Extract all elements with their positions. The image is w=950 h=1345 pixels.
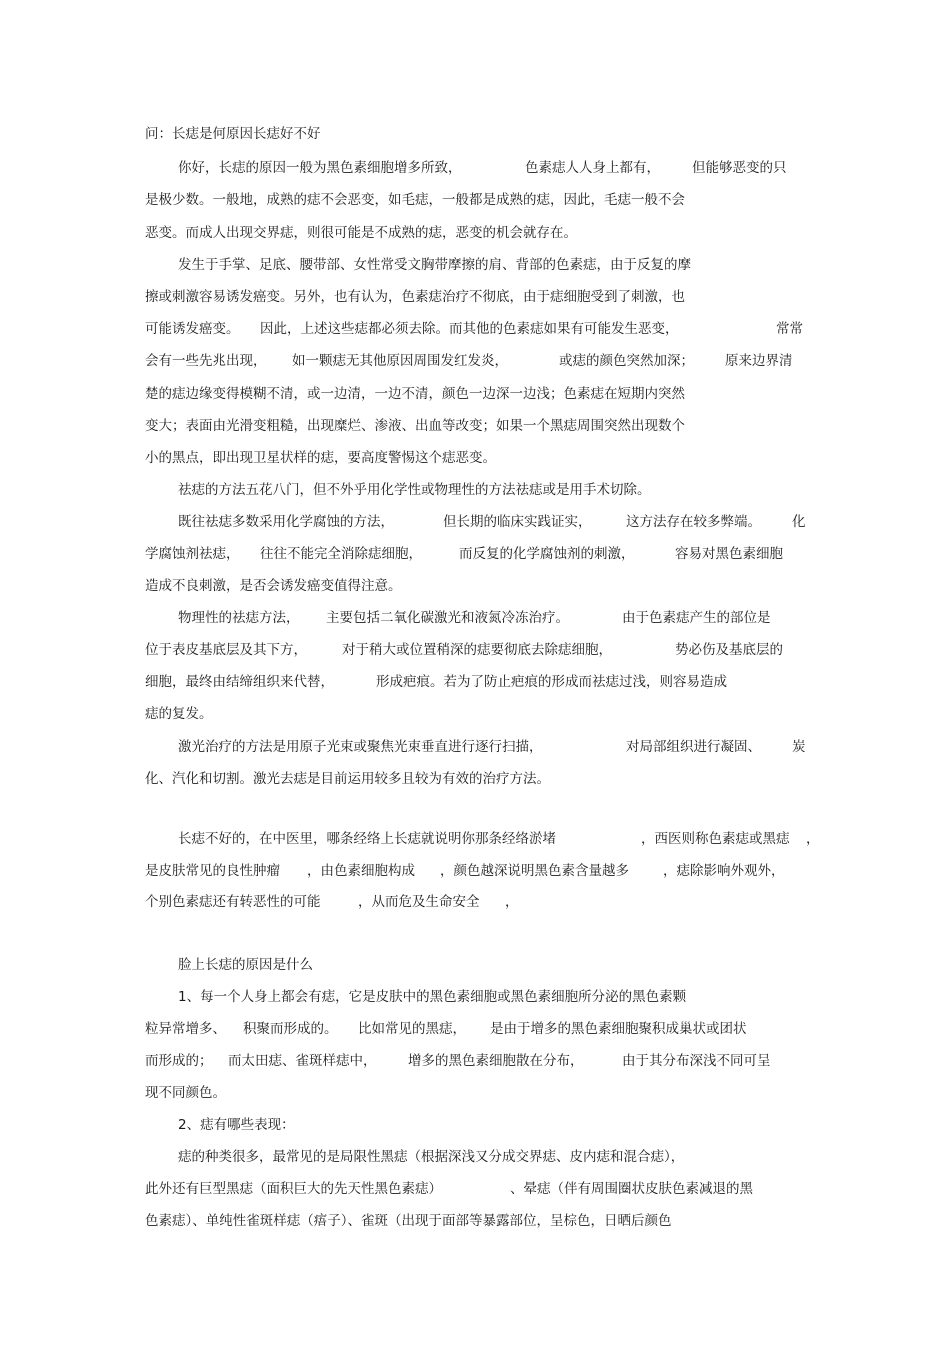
text-segment: 既往祛痣多数采用化学腐蚀的方法， xyxy=(178,514,394,530)
paragraph-line xyxy=(0,1210,950,1232)
paragraph-line xyxy=(0,1082,950,1104)
text-segment: 可能诱发癌变。 xyxy=(145,321,240,337)
paragraph-line xyxy=(0,254,950,276)
text-segment: ， xyxy=(505,894,519,910)
text-segment: 炭 xyxy=(792,739,806,755)
text-segment: ， xyxy=(806,831,820,847)
text-segment: 问：长痣是何原因长痣好不好 xyxy=(145,126,321,142)
text-segment: 或痣的颜色突然加深； xyxy=(559,353,694,369)
text-segment: 色素痣人人身上都有， xyxy=(525,160,660,176)
paragraph-line xyxy=(0,1178,950,1200)
text-segment: 积聚而形成的。 xyxy=(243,1021,338,1037)
paragraph-line xyxy=(0,350,950,372)
text-segment: 1、每一个人身上都会有痣，它是皮肤中的黑色素细胞或黑色素细胞所分泌的黑色素颗 xyxy=(178,989,687,1005)
text-segment: 但长期的临床实践证实， xyxy=(443,514,592,530)
text-segment: 激光治疗的方法是用原子光束或聚焦光束垂直进行逐行扫描， xyxy=(178,739,543,755)
text-segment: 痣的种类很多，最常见的是局限性黑痣（根据深浅又分成交界痣、皮内痣和混合痣）， xyxy=(178,1149,685,1165)
paragraph-line xyxy=(0,768,950,790)
paragraph-line xyxy=(0,1018,950,1040)
text-segment: 小的黑点，即出现卫星状样的痣，要高度警惕这个痣恶变。 xyxy=(145,450,496,466)
text-segment: 此外还有巨型黑痣（面积巨大的先天性黑色素痣） xyxy=(145,1181,442,1197)
text-segment: 增多的黑色素细胞散在分布， xyxy=(408,1053,584,1069)
text-segment: 对于稍大或位置稍深的痣要彻底去除痣细胞， xyxy=(342,642,612,658)
paragraph-line xyxy=(0,703,950,725)
text-segment: 、晕痣（伴有周围圈状皮肤色素减退的黑 xyxy=(510,1181,753,1197)
paragraph-line xyxy=(0,222,950,244)
text-segment: 如一颗痣无其他原因周围发红发炎， xyxy=(292,353,508,369)
paragraph-line xyxy=(0,575,950,597)
text-segment: 容易对黑色素细胞 xyxy=(675,546,783,562)
text-segment: 擦或刺激容易诱发癌变。另外，也有认为，色素痣治疗不彻底，由于痣细胞受到了刺激，也 xyxy=(145,289,685,305)
text-segment: 原来边界清 xyxy=(725,353,793,369)
text-segment: 细胞，最终由结缔组织来代替， xyxy=(145,674,334,690)
text-segment: 长痣不好的，在中医里，哪条经络上长痣就说明你那条经络淤堵 xyxy=(178,831,556,847)
text-segment: 2、痣有哪些表现： xyxy=(178,1117,295,1133)
text-segment: ，颜色越深说明黑色素含量越多 xyxy=(440,863,629,879)
text-segment: 是皮肤常见的良性肿瘤 xyxy=(145,863,280,879)
text-segment: 变大；表面由光滑变粗糙，出现糜烂、渗液、出血等改变；如果一个黑痣周围突然出现数个 xyxy=(145,418,685,434)
text-segment: ，由色素细胞构成 xyxy=(307,863,415,879)
text-segment: 现不同颜色。 xyxy=(145,1085,226,1101)
paragraph-line xyxy=(0,543,950,565)
paragraph-line xyxy=(0,479,950,501)
text-segment: 恶变。而成人出现交界痣，则很可能是不成熟的痣，恶变的机会就存在。 xyxy=(145,225,577,241)
text-segment: 祛痣的方法五花八门，但不外乎用化学性或物理性的方法祛痣或是用手术切除。 xyxy=(178,482,651,498)
paragraph-line xyxy=(0,860,950,882)
text-segment: 位于表皮基底层及其下方， xyxy=(145,642,307,658)
text-segment: 色素痣）、单纯性雀斑样痣（痦子）、雀斑（出现于面部等暴露部位，呈棕色，日晒后颜色 xyxy=(145,1213,672,1229)
paragraph-line xyxy=(0,736,950,758)
text-segment: ，痣除影响外观外， xyxy=(663,863,785,879)
text-segment: 对局部组织进行凝固、 xyxy=(626,739,761,755)
section-heading xyxy=(0,954,950,976)
question-heading xyxy=(0,123,950,145)
text-segment: 比如常见的黑痣， xyxy=(358,1021,466,1037)
text-segment: 学腐蚀剂祛痣， xyxy=(145,546,240,562)
text-segment: 个别色素痣还有转恶性的可能 xyxy=(145,894,321,910)
text-segment: 化 xyxy=(792,514,806,530)
paragraph-line xyxy=(0,318,950,340)
text-segment: 但能够恶变的只 xyxy=(692,160,787,176)
text-segment: 会有一些先兆出现， xyxy=(145,353,267,369)
text-segment: 由于其分布深浅不同可呈 xyxy=(622,1053,771,1069)
paragraph-line xyxy=(0,671,950,693)
paragraph-line xyxy=(0,189,950,211)
paragraph-line xyxy=(0,447,950,469)
paragraph-line xyxy=(0,383,950,405)
text-segment: ，从而危及生命安全 xyxy=(358,894,480,910)
paragraph-line xyxy=(0,891,950,913)
paragraph-line xyxy=(0,1050,950,1072)
paragraph-line xyxy=(0,415,950,437)
paragraph-line xyxy=(0,986,950,1008)
text-segment: 这方法存在较多弊端。 xyxy=(626,514,761,530)
text-segment: 粒异常增多、 xyxy=(145,1021,226,1037)
text-segment: 势必伤及基底层的 xyxy=(675,642,783,658)
text-segment: 因此，上述这些痣都必须去除。而其他的色素痣如果有可能发生恶变， xyxy=(260,321,679,337)
text-segment: 是极少数。一般地，成熟的痣不会恶变，如毛痣，一般都是成熟的痣，因此，毛痣一般不会 xyxy=(145,192,685,208)
paragraph-line xyxy=(0,157,950,179)
text-segment: 往往不能完全消除痣细胞， xyxy=(260,546,422,562)
text-segment: 而形成的； xyxy=(145,1053,213,1069)
text-segment: 而太田痣、雀斑样痣中， xyxy=(228,1053,377,1069)
text-segment: 由于色素痣产生的部位是 xyxy=(622,610,771,626)
text-segment: 楚的痣边缘变得模糊不清，或一边清，一边不清，颜色一边深一边浅；色素痣在短期内突然 xyxy=(145,386,685,402)
paragraph-line xyxy=(0,639,950,661)
text-segment: 痣的复发。 xyxy=(145,706,213,722)
text-segment: 而反复的化学腐蚀剂的刺激， xyxy=(459,546,635,562)
text-segment: 形成疤痕。若为了防止疤痕的形成而祛痣过浅，则容易造成 xyxy=(376,674,727,690)
text-segment: 造成不良刺激，是否会诱发癌变值得注意。 xyxy=(145,578,402,594)
paragraph-line xyxy=(0,1146,950,1168)
text-segment: 脸上长痣的原因是什么 xyxy=(178,957,313,973)
text-segment: 主要包括二氧化碳激光和液氮冷冻治疗。 xyxy=(326,610,569,626)
text-segment: 你好，长痣的原因一般为黑色素细胞增多所致， xyxy=(178,160,462,176)
text-segment: 发生于手掌、足底、腰带部、女性常受文胸带摩擦的肩、背部的色素痣，由于反复的摩 xyxy=(178,257,691,273)
text-segment: ，西医则称色素痣或黑痣 xyxy=(641,831,790,847)
section-heading xyxy=(0,1114,950,1136)
paragraph-line xyxy=(0,286,950,308)
paragraph-line xyxy=(0,607,950,629)
text-segment: 物理性的祛痣方法， xyxy=(178,610,300,626)
text-segment: 是由于增多的黑色素细胞聚积成巢状或团状 xyxy=(490,1021,747,1037)
text-segment: 化、汽化和切割。激光去痣是目前运用较多且较为有效的治疗方法。 xyxy=(145,771,550,787)
paragraph-line xyxy=(0,511,950,533)
text-segment: 常常 xyxy=(776,321,803,337)
paragraph-line xyxy=(0,828,950,850)
